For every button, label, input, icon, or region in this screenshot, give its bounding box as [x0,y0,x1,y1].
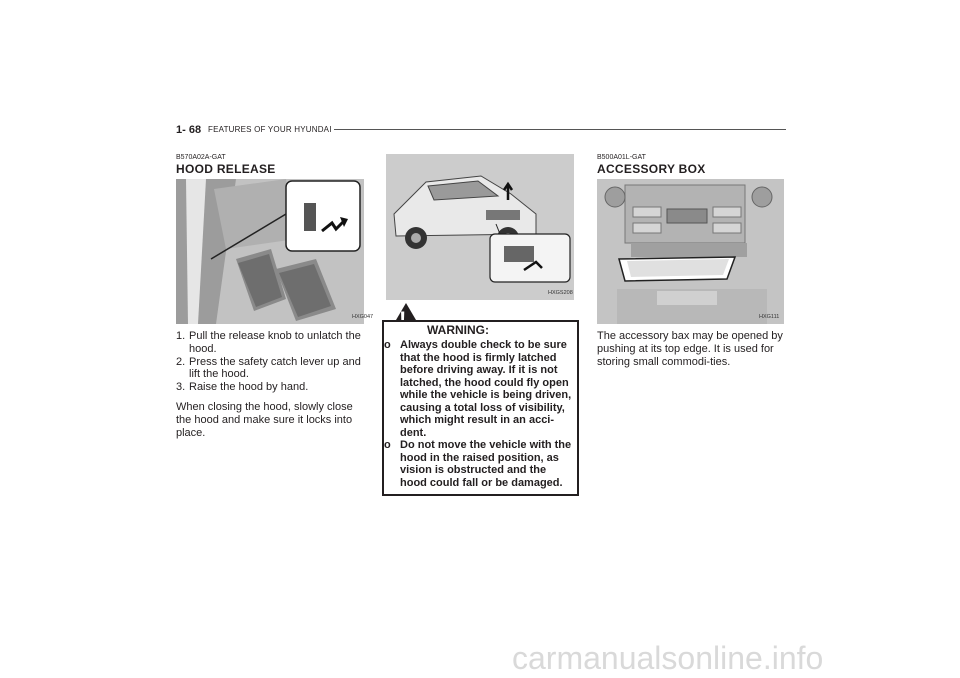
warning-text [384,339,574,489]
accessory-text: The accessory bax may be opened by pushing at its top edge. It is used for storing small commodi-ties. [597,330,783,368]
warning-item: o Always double check to be sure that the hood is firmly latched before driving away. If it is not latched, the hood could fly open while the vehicle is being driven, causing a total loss of visibility, which might result in an acci-dent. [384,339,572,439]
page-number: 1- 68 [176,124,202,136]
header-rule [334,129,786,130]
warning-item: o Do not move the vehicle with the hood in the raised position, as vision is obstructed and the hood could fall or be damaged. [384,439,572,489]
hood-release-illustration [176,179,364,324]
watermark: carmanualsonline.info [512,640,824,676]
accessory-heading: ACCESSORY BOX [597,162,706,176]
accessory-box-illustration [597,179,784,324]
hood-section-code: B570A02A-GAT [176,154,226,161]
hood-step: 3. Raise the hood by hand. [176,381,309,394]
hood-instructions [176,330,366,439]
accessory-box-figure [597,179,784,324]
accessory-figure-label: HXG111 [759,314,780,320]
hood-heading: HOOD RELEASE [176,162,276,176]
car-hood-figure [386,154,574,300]
accessory-section-code: B500A01L-GAT [597,154,646,161]
hood-closing-text: When closing the hood, slowly close the hood and make sure it locks into place. [176,400,353,439]
car-illustration [386,154,574,300]
hood-release-figure [176,179,374,324]
warning-title: WARNING: [427,323,489,337]
hood-step: 2. Press the safety catch lever up and lift the hood. [176,355,361,381]
hood-step: 1. Pull the release knob to unlatch the hood. [176,330,361,355]
hood-figure-label: HXG047 [352,314,374,320]
car-figure-label: HXGS208 [548,290,573,296]
section-title: FEATURES OF YOUR HYUNDAI [208,125,332,134]
